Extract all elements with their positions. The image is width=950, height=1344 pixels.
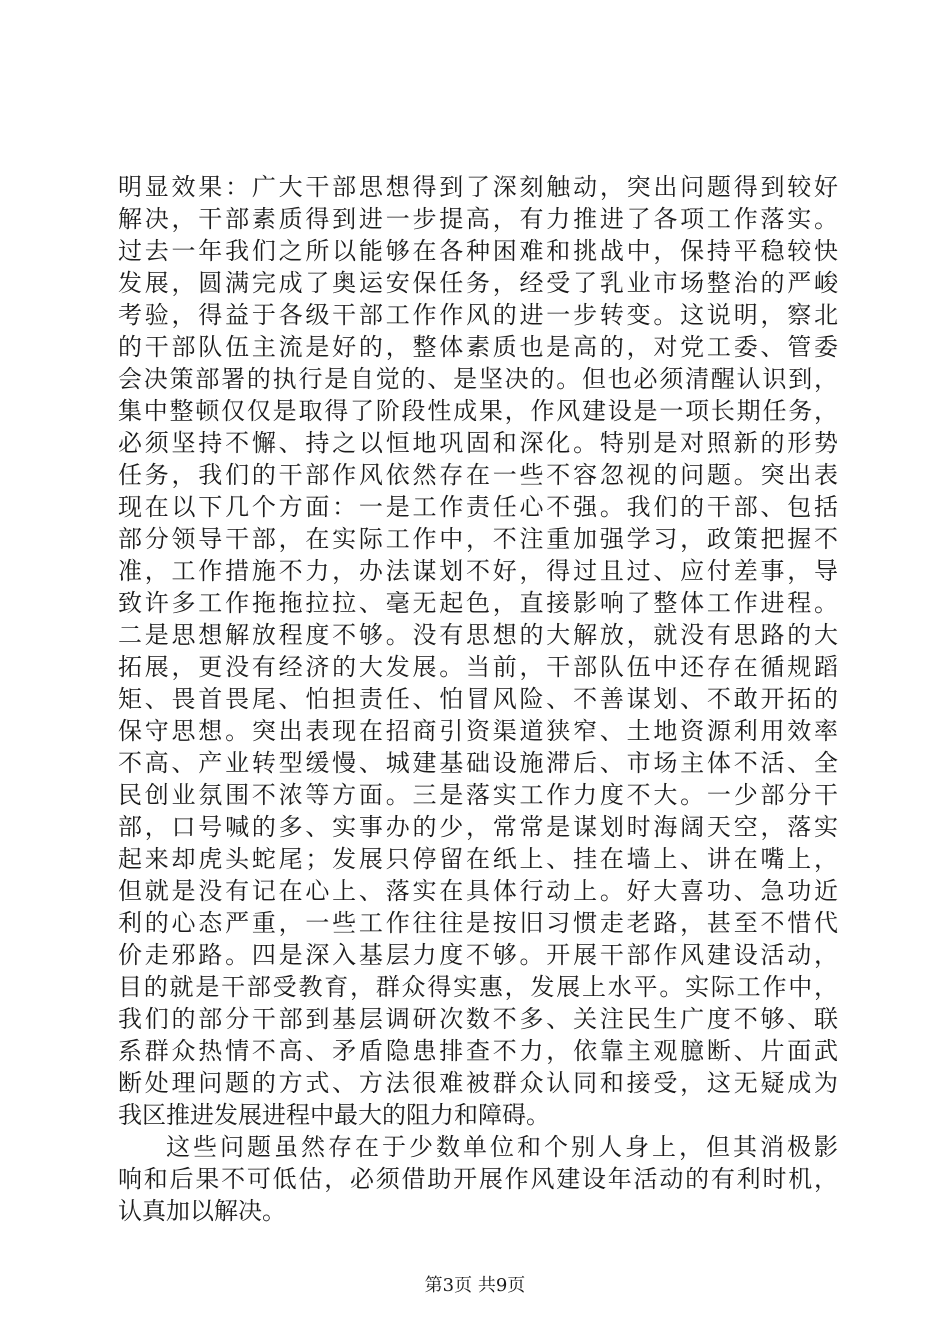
text-line: 解决，干部素质得到进一步提高，有力推进了各项工作落实。 bbox=[118, 205, 838, 233]
text-line: 不高、产业转型缓慢、城建基础设施滞后、市场主体不活、全 bbox=[118, 749, 838, 777]
text-line: 保守思想。突出表现在招商引资渠道狭窄、土地资源利用效率 bbox=[118, 717, 838, 745]
text-line: 过去一年我们之所以能够在各种困难和挑战中，保持平稳较快 bbox=[118, 237, 838, 265]
text-line: 的干部队伍主流是好的，整体素质也是高的，对党工委、管委 bbox=[118, 333, 838, 361]
text-line: 致许多工作拖拖拉拉、毫无起色，直接影响了整体工作进程。 bbox=[118, 589, 838, 617]
text-line: 民创业氛围不浓等方面。三是落实工作力度不大。一少部分干 bbox=[118, 781, 838, 809]
body-text bbox=[118, 171, 838, 1227]
text-line: 发展，圆满完成了奥运安保任务，经受了乳业市场整治的严峻 bbox=[118, 269, 838, 297]
text-line: 矩、畏首畏尾、怕担责任、怕冒风险、不善谋划、不敢开拓的 bbox=[118, 685, 838, 713]
text-line: 但就是没有记在心上、落实在具体行动上。好大喜功、急功近 bbox=[118, 877, 838, 905]
text-line: 明显效果：广大干部思想得到了深刻触动，突出问题得到较好 bbox=[118, 173, 838, 201]
text-line: 准，工作措施不力，办法谋划不好，得过且过、应付差事，导 bbox=[118, 557, 838, 585]
page-number: 第3页 共9页 bbox=[424, 1275, 526, 1296]
text-line: 我区推进发展进程中最大的阻力和障碍。 bbox=[118, 1101, 550, 1129]
paragraph-first-line: 这些问题虽然存在于少数单位和个别人身上，但其消极影 bbox=[166, 1133, 838, 1161]
text-line: 利的心态严重，一些工作往往是按旧习惯走老路，甚至不惜代 bbox=[118, 909, 838, 937]
text-line: 部，口号喊的多、实事办的少，常常是谋划时海阔天空，落实 bbox=[118, 813, 838, 841]
text-line: 我们的部分干部到基层调研次数不多、关注民生广度不够、联 bbox=[118, 1005, 838, 1033]
text-line: 会决策部署的执行是自觉的、是坚决的。但也必须清醒认识到， bbox=[118, 365, 838, 393]
text-line: 现在以下几个方面：一是工作责任心不强。我们的干部、包括 bbox=[118, 493, 838, 521]
text-line: 断处理问题的方式、方法很难被群众认同和接受，这无疑成为 bbox=[118, 1069, 838, 1097]
text-line: 认真加以解决。 bbox=[118, 1197, 286, 1225]
text-line: 起来却虎头蛇尾；发展只停留在纸上、挂在墙上、讲在嘴上， bbox=[118, 845, 838, 873]
text-line: 价走邪路。四是深入基层力度不够。开展干部作风建设活动， bbox=[118, 941, 838, 969]
text-line: 必须坚持不懈、持之以恒地巩固和深化。特别是对照新的形势 bbox=[118, 429, 838, 457]
text-line: 二是思想解放程度不够。没有思想的大解放，就没有思路的大 bbox=[118, 621, 838, 649]
text-line: 任务，我们的干部作风依然存在一些不容忽视的问题。突出表 bbox=[118, 461, 838, 489]
text-line: 拓展，更没有经济的大发展。当前，干部队伍中还存在循规蹈 bbox=[118, 653, 838, 681]
text-line: 集中整顿仅仅是取得了阶段性成果，作风建设是一项长期任务， bbox=[118, 397, 838, 425]
text-line: 目的就是干部受教育，群众得实惠，发展上水平。实际工作中， bbox=[118, 973, 838, 1001]
text-line: 部分领导干部，在实际工作中，不注重加强学习，政策把握不 bbox=[118, 525, 838, 553]
text-line: 考验，得益于各级干部工作作风的进一步转变。这说明，察北 bbox=[118, 301, 838, 329]
text-line: 系群众热情不高、矛盾隐患排查不力，依靠主观臆断、片面武 bbox=[118, 1037, 838, 1065]
text-line: 响和后果不可低估，必须借助开展作风建设年活动的有利时机， bbox=[118, 1165, 838, 1193]
